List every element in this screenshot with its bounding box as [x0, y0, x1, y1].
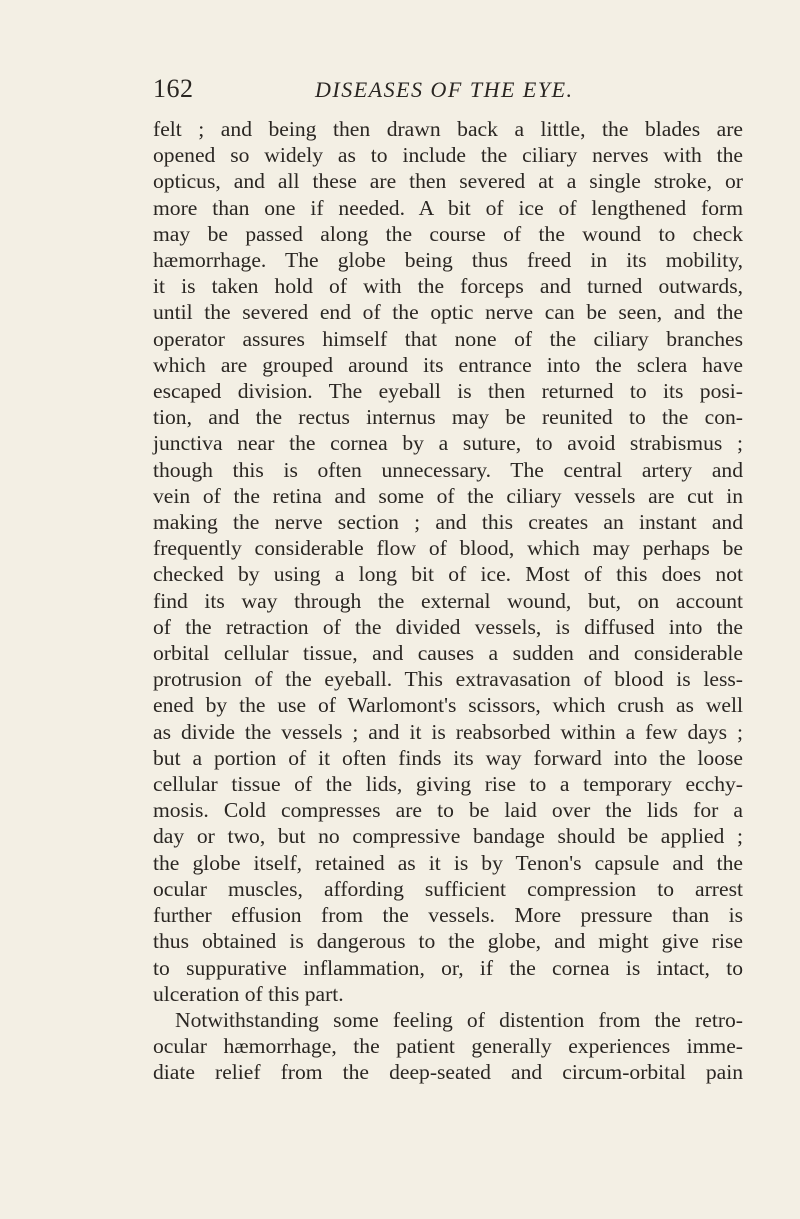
text-line: vein of the retina and some of the ciliary vessels are cut in: [153, 483, 743, 508]
text-line: further effusion from the vessels. More pressure than is: [153, 903, 743, 928]
text-line: ocular hæmorrhage, the patient generally experiences imme-: [153, 1034, 743, 1059]
text-line: escaped division. The eyeball is then returned to its posi-: [153, 379, 743, 404]
page-header: [153, 74, 753, 110]
text-line: checked by using a long bit of ice. Most of this does not: [153, 562, 743, 587]
text-line: but a portion of it often finds its way forward into the loose: [153, 745, 743, 770]
text-line: find its way through the external wound, but, on account: [153, 588, 743, 613]
paragraph: [153, 1007, 743, 1086]
text-line: to suppurative inflammation, or, if the cornea is intact, to: [153, 955, 743, 980]
text-line: it is taken hold of with the forceps and turned outwards,: [153, 274, 743, 299]
text-line: ocular muscles, affording sufficient compression to arrest: [153, 876, 743, 901]
text-line: which are grouped around its entrance into the sclera have: [153, 352, 743, 377]
text-line: though this is often unnecessary. The central artery and: [153, 457, 743, 482]
body-text: [153, 116, 743, 1086]
text-line: ulceration of this part.: [153, 981, 344, 1006]
text-line: tion, and the rectus internus may be reunited to the con-: [153, 405, 743, 430]
text-line: until the severed end of the optic nerve can be seen, and the: [153, 300, 743, 325]
text-line: orbital cellular tissue, and causes a sudden and considerable: [153, 641, 743, 666]
text-line: the globe itself, retained as it is by Tenon's capsule and the: [153, 850, 743, 875]
text-line: more than one if needed. A bit of ice of lengthened form: [153, 195, 743, 220]
text-line: protrusion of the eyeball. This extravasation of blood is less-: [153, 667, 743, 692]
text-line: cellular tissue of the lids, giving rise to a temporary ecchy-: [153, 772, 743, 797]
text-line: thus obtained is dangerous to the globe, and might give rise: [153, 929, 743, 954]
text-line: opened so widely as to include the ciliary nerves with the: [153, 143, 743, 168]
text-line: felt ; and being then drawn back a little, the blades are: [153, 117, 743, 141]
paragraph: [153, 116, 743, 1007]
page-number: 162: [153, 74, 194, 103]
running-title: DISEASES OF THE EYE.: [315, 77, 574, 102]
text-line: ened by the use of Warlomont's scissors, which crush as well: [153, 693, 743, 718]
text-line: of the retraction of the divided vessels, is diffused into the: [153, 614, 743, 639]
text-line: opticus, and all these are then severed at a single stroke, or: [153, 169, 743, 194]
text-line: junctiva near the cornea by a suture, to avoid strabismus ;: [153, 431, 743, 456]
text-line: as divide the vessels ; and it is reabsorbed within a few days ;: [153, 719, 743, 744]
text-line: mosis. Cold compresses are to be laid over the lids for a: [153, 798, 743, 823]
text-line: making the nerve section ; and this creates an instant and: [153, 510, 743, 535]
text-line: hæmorrhage. The globe being thus freed in its mobility,: [153, 248, 743, 273]
text-line: may be passed along the course of the wound to check: [153, 221, 743, 246]
text-line: diate relief from the deep-seated and circum-orbital pain: [153, 1060, 743, 1085]
text-line: operator assures himself that none of the ciliary branches: [153, 326, 743, 351]
text-line: frequently considerable flow of blood, which may perhaps be: [153, 536, 743, 561]
text-line: Notwithstanding some feeling of distention from the retro-: [175, 1007, 743, 1032]
text-line: day or two, but no compressive bandage should be applied ;: [153, 824, 743, 849]
